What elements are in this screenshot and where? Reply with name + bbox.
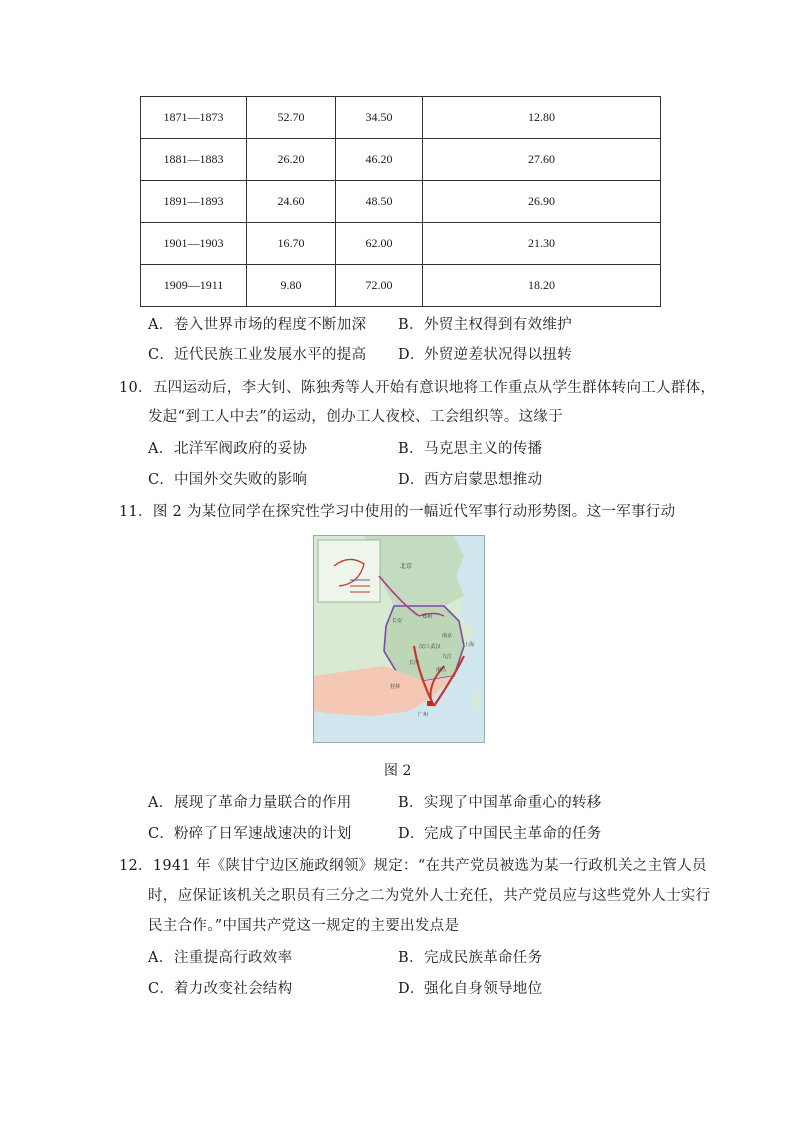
table-cell: 21.30	[423, 223, 661, 265]
table-cell: 48.50	[336, 181, 423, 223]
map-label-nanjing: 南京	[442, 633, 453, 639]
q11-option-c[interactable]: C．粉碎了日军速战速决的计划	[148, 826, 352, 842]
table-row	[141, 181, 661, 223]
table-cell: 24.60	[247, 181, 336, 223]
q12-option-a[interactable]: A．注重提高行政效率	[148, 950, 293, 966]
q12-stem-line1: 12．1941 年《陕甘宁边区施政纲领》规定：“在共产党员被选为某一行政机关之主管人员	[119, 858, 707, 874]
table-row	[141, 265, 661, 307]
table-row	[141, 139, 661, 181]
q11-stem-line1: 11．图 2 为某位同学在探究性学习中使用的一幅近代军事行动形势图。这一军事行动	[119, 504, 676, 520]
q11-option-b[interactable]: B．实现了中国革命重心的转移	[398, 795, 602, 811]
map-label-xian: 长安	[392, 618, 403, 624]
q12-option-c[interactable]: C．着力改变社会结构	[148, 981, 293, 997]
table-cell: 1901—1903	[141, 223, 247, 265]
q11-option-a[interactable]: A．展现了革命力量联合的作用	[148, 795, 352, 811]
table-row	[141, 223, 661, 265]
table-cell: 1909—1911	[141, 265, 247, 307]
table-cell: 34.50	[336, 97, 423, 139]
q9-option-b[interactable]: B．外贸主权得到有效维护	[398, 317, 572, 333]
table-cell: 46.20	[336, 139, 423, 181]
table-cell: 26.90	[423, 181, 661, 223]
q12-option-b[interactable]: B．完成民族革命任务	[398, 950, 543, 966]
trade-data-table	[140, 96, 661, 307]
figure-caption: 图 2	[384, 763, 412, 779]
q9-option-c[interactable]: C．近代民族工业发展水平的提高	[148, 347, 367, 363]
map-label-guangzhou: 广州	[418, 712, 429, 718]
q10-option-b[interactable]: B．马克思主义的传播	[398, 441, 543, 457]
table-cell: 52.70	[247, 97, 336, 139]
q10-option-c[interactable]: C．中国外交失败的影响	[148, 472, 308, 488]
table-cell: 1881—1883	[141, 139, 247, 181]
map-label-jiujiang: 九江	[442, 654, 453, 660]
q12-stem-line2: 时，应保证该机关之职员有三分之二为党外人士充任，共产党员应与这些党外人士实行	[148, 888, 711, 904]
table-cell: 62.00	[336, 223, 423, 265]
table-cell: 72.00	[336, 265, 423, 307]
military-campaign-map	[313, 535, 485, 743]
map-label-hankou: 汉口·武汉	[419, 644, 441, 650]
map-label-changsha: 长沙	[409, 660, 420, 666]
q12-option-d[interactable]: D．强化自身领导地位	[398, 981, 543, 997]
map-label-zhengzhou: 郑州	[422, 614, 433, 620]
table-cell: 27.60	[423, 139, 661, 181]
map-label-guilin: 桂林	[390, 684, 401, 690]
q12-stem-line3: 民主合作。”中国共产党这一规定的主要出发点是	[148, 918, 460, 934]
map-label-nanchang: 南昌	[436, 667, 447, 673]
table-cell: 1871—1873	[141, 97, 247, 139]
table-cell: 16.70	[247, 223, 336, 265]
q10-stem-line2: 发起“到工人中去”的运动，创办工人夜校、工会组织等。这缘于	[148, 409, 564, 425]
q10-option-a[interactable]: A．北洋军阀政府的妥协	[148, 441, 308, 457]
table-row	[141, 97, 661, 139]
q9-option-a[interactable]: A．卷入世界市场的程度不断加深	[148, 317, 367, 333]
map-label-shanghai: 上海	[464, 642, 475, 648]
table-cell: 26.20	[247, 139, 336, 181]
table-cell: 12.80	[423, 97, 661, 139]
q11-option-d[interactable]: D．完成了中国民主革命的任务	[398, 826, 602, 842]
q10-option-d[interactable]: D．西方启蒙思想推动	[398, 472, 543, 488]
table-cell: 1891—1893	[141, 181, 247, 223]
table-cell: 9.80	[247, 265, 336, 307]
q10-stem-line1: 10．五四运动后，李大钊、陈独秀等人开始有意识地将工作重点从学生群体转向工人群体，	[119, 380, 716, 396]
table-cell: 18.20	[423, 265, 661, 307]
q9-option-d[interactable]: D．外贸逆差状况得以扭转	[398, 347, 572, 363]
map-label-beijing: 北京	[400, 563, 413, 570]
